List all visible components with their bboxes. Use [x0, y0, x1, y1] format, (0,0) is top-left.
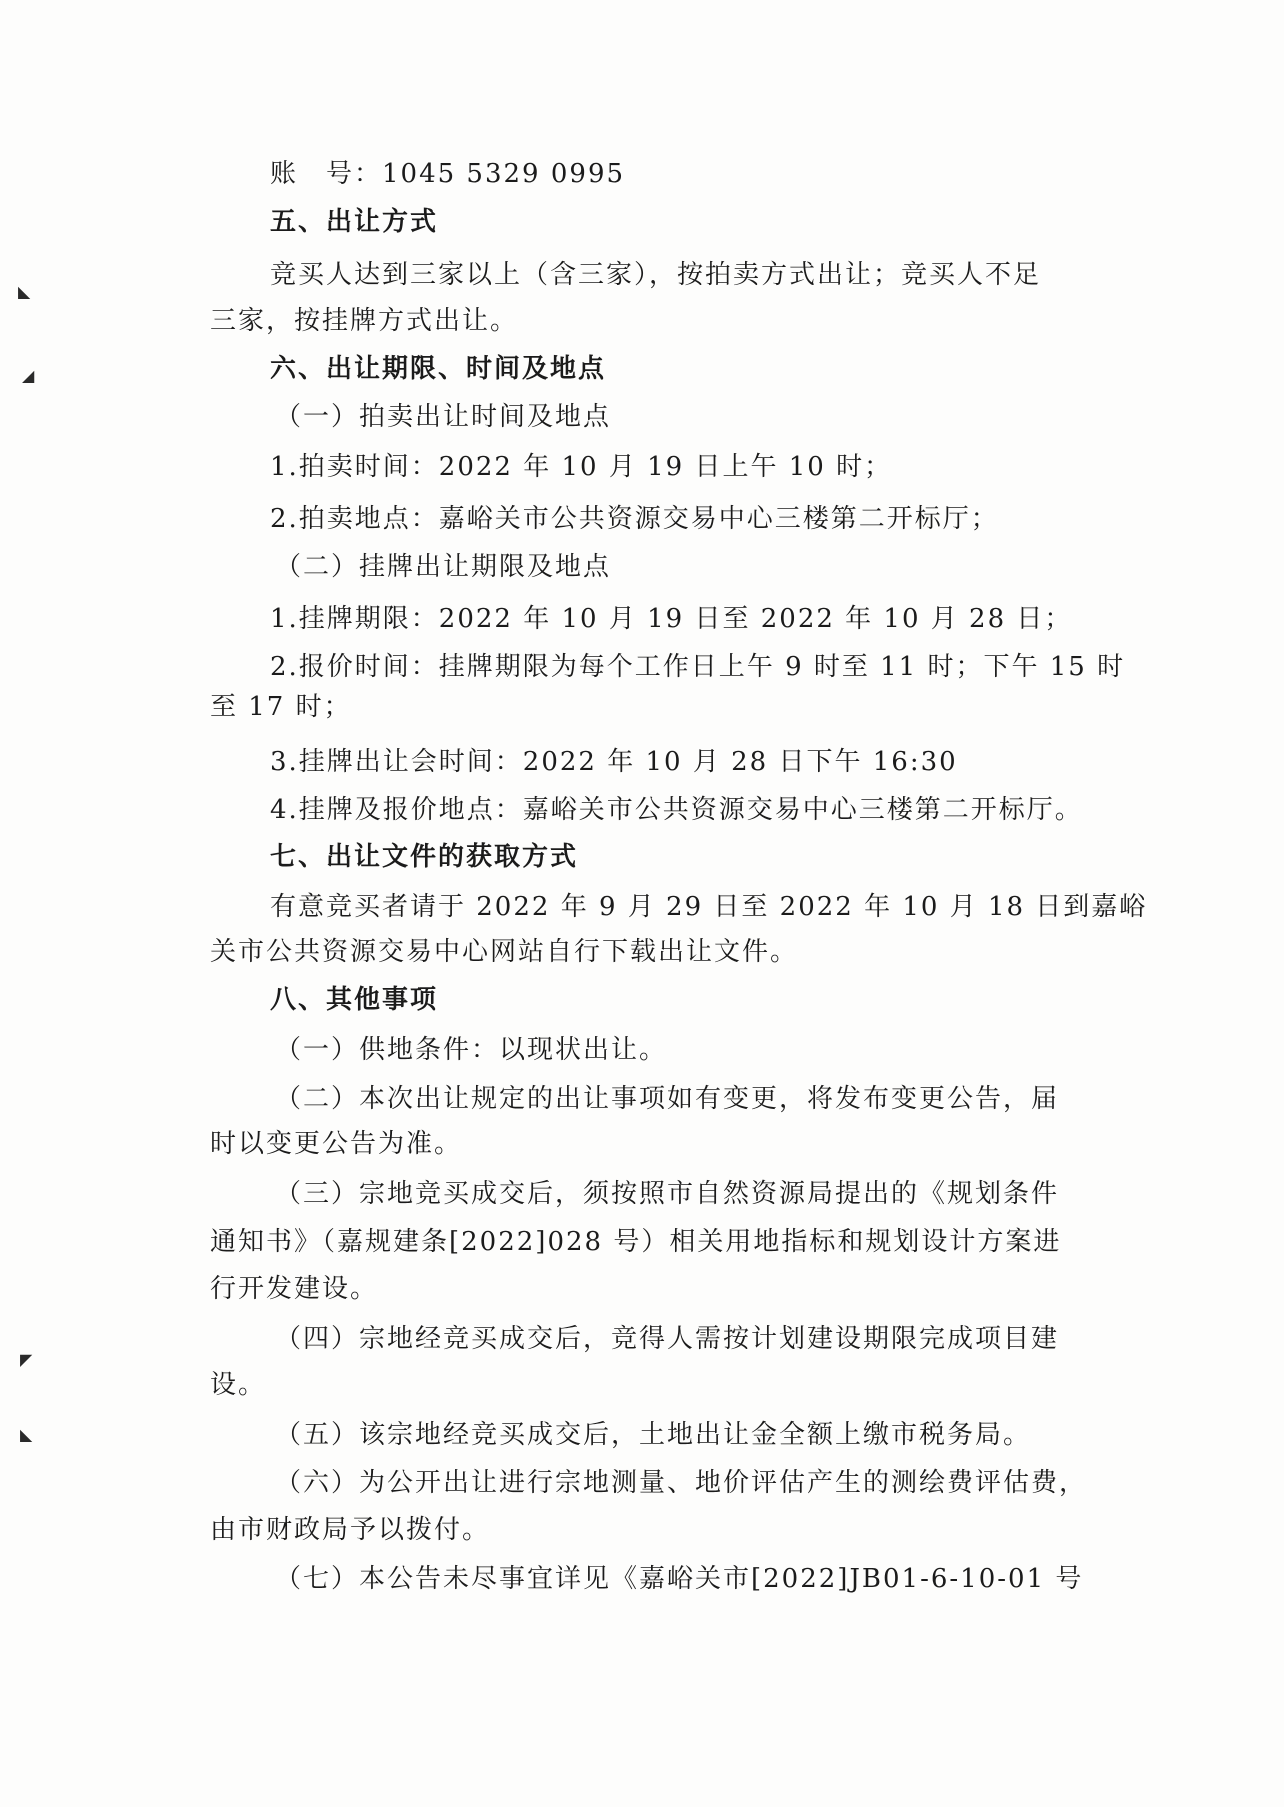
item-2-line2: 时以变更公告为准。 [210, 1129, 463, 1159]
section-7-title: 七、出让文件的获取方式 [270, 842, 579, 872]
item-3-line1: （三）宗地竞买成交后，须按照市自然资源局提出的《规划条件 [275, 1179, 1060, 1209]
listing-period: 1.挂牌期限：2022 年 10 月 19 日至 2022 年 10 月 28 日； [270, 604, 1073, 634]
item-1: （一）供地条件：以现状出让。 [275, 1035, 668, 1065]
binding-mark-2: ◢ [22, 366, 35, 385]
quote-place: 4.挂牌及报价地点：嘉峪关市公共资源交易中心三楼第二开标厅。 [270, 795, 1083, 825]
section-5-text-line2: 三家，按挂牌方式出让。 [210, 306, 519, 336]
binding-mark-1: ◣ [18, 282, 31, 301]
item-6-line1: （六）为公开出让进行宗地测量、地价评估产生的测绘费评估费， [275, 1468, 1088, 1498]
quote-time-line2: 至 17 时； [210, 692, 352, 722]
binding-mark-4: ◣ [20, 1425, 33, 1444]
section-5-title: 五、出让方式 [270, 207, 439, 237]
item-7-line1: （七）本公告未尽事宜详见《嘉峪关市[2022]JB01-6-10-01 号 [275, 1564, 1084, 1594]
item-4-line1: （四）宗地经竞买成交后，竞得人需按计划建设期限完成项目建 [275, 1324, 1060, 1354]
auction-time: 1.拍卖时间：2022 年 10 月 19 日上午 10 时； [270, 452, 893, 482]
account-number: 账 号：1045 5329 0995 [270, 159, 626, 189]
section-5-text-line1: 竞买人达到三家以上（含三家），按拍卖方式出让；竞买人不足 [270, 260, 1042, 290]
section-7-text-line2: 关市公共资源交易中心网站自行下载出让文件。 [210, 937, 799, 967]
item-3-line2: 通知书》（嘉规建条[2022]028 号）相关用地指标和规划设计方案进 [210, 1227, 1062, 1257]
item-6-line2: 由市财政局予以拨付。 [210, 1515, 491, 1545]
item-3-line3: 行开发建设。 [210, 1274, 379, 1304]
auction-place: 2.拍卖地点：嘉峪关市公共资源交易中心三楼第二开标厅； [270, 504, 999, 534]
item-5: （五）该宗地经竞买成交后，土地出让金全额上缴市税务局。 [275, 1420, 1032, 1450]
binding-mark-3: ◤ [20, 1350, 33, 1369]
item-2-line1: （二）本次出让规定的出让事项如有变更，将发布变更公告，届 [275, 1084, 1060, 1114]
auction-subtitle: （一）拍卖出让时间及地点 [275, 402, 612, 432]
quote-time-line1: 2.报价时间：挂牌期限为每个工作日上午 9 时至 11 时；下午 15 时 [270, 652, 1126, 682]
section-7-text-line1: 有意竞买者请于 2022 年 9 月 29 日至 2022 年 10 月 18 日到嘉峪 [270, 892, 1148, 922]
meeting-time: 3.挂牌出让会时间：2022 年 10 月 28 日下午 16:30 [270, 747, 958, 777]
item-4-line2: 设。 [210, 1370, 267, 1400]
listing-subtitle: （二）挂牌出让期限及地点 [275, 552, 612, 582]
section-8-title: 八、其他事项 [270, 985, 439, 1015]
section-6-title: 六、出让期限、时间及地点 [270, 354, 607, 384]
